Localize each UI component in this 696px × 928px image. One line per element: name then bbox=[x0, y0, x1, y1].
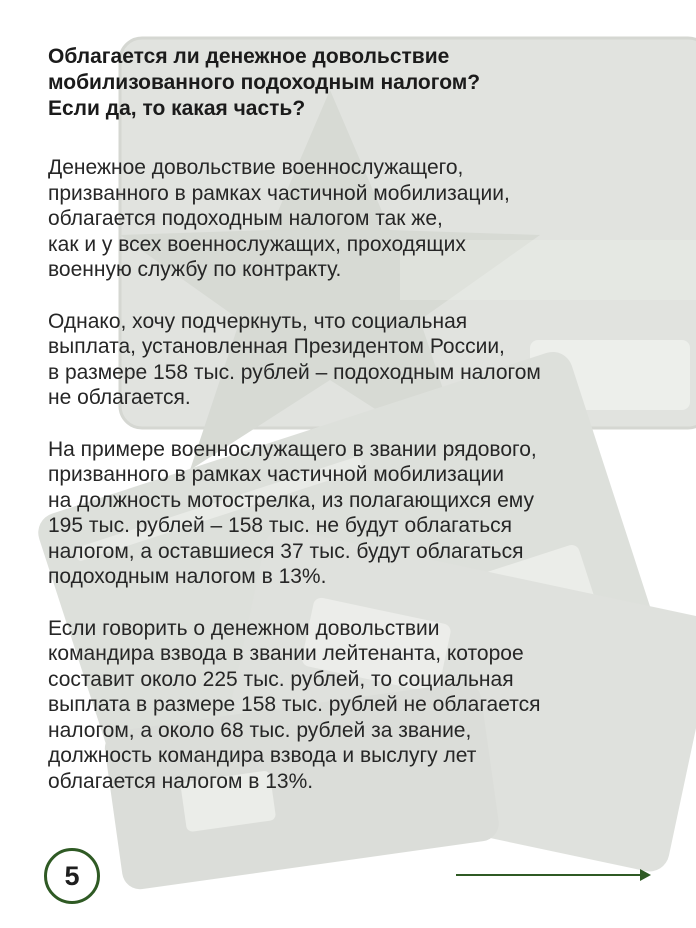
page-number: 5 bbox=[64, 860, 80, 891]
paragraph-3: На примере военнослужащего в звании рядового, призванного в рамках частичной мобилизации на должность мотострелка, из полагающихся ему 195 тыс. рублей – 158 тыс. не будут облагаться налогом, а оставшиеся 37 тыс. будут облагаться подоходным налогом в 13%. bbox=[48, 437, 537, 588]
article-heading: Облагается ли денежное довольствие мобилизованного подоходным налогом? Если да, то какая часть? bbox=[48, 45, 481, 120]
paragraph-1: Денежное довольствие военнослужащего, призванного в рамках частичной мобилизации, облагается подоходным налогом так же, как и у всех военнослужащих, проходящих военную службу по контракту. bbox=[48, 156, 510, 281]
paragraph-2: Однако, хочу подчеркнуть, что социальная выплата, установленная Президентом России, в размере 158 тыс. рублей – подоходным налогом не облагается. bbox=[48, 309, 541, 409]
arrow-right-icon[interactable] bbox=[456, 866, 652, 884]
page-number-badge bbox=[44, 848, 100, 904]
article bbox=[48, 44, 658, 794]
paragraph-4: Если говорить о денежном довольствии командира взвода в звании лейтенанта, которое составит около 225 тыс. рублей, то социальная выплата в размере 158 тыс. рублей не облагается налогом, а около 68 тыс. рублей за звание, должность командира взвода и выслугу лет облагается налогом в 13%. bbox=[48, 616, 541, 793]
